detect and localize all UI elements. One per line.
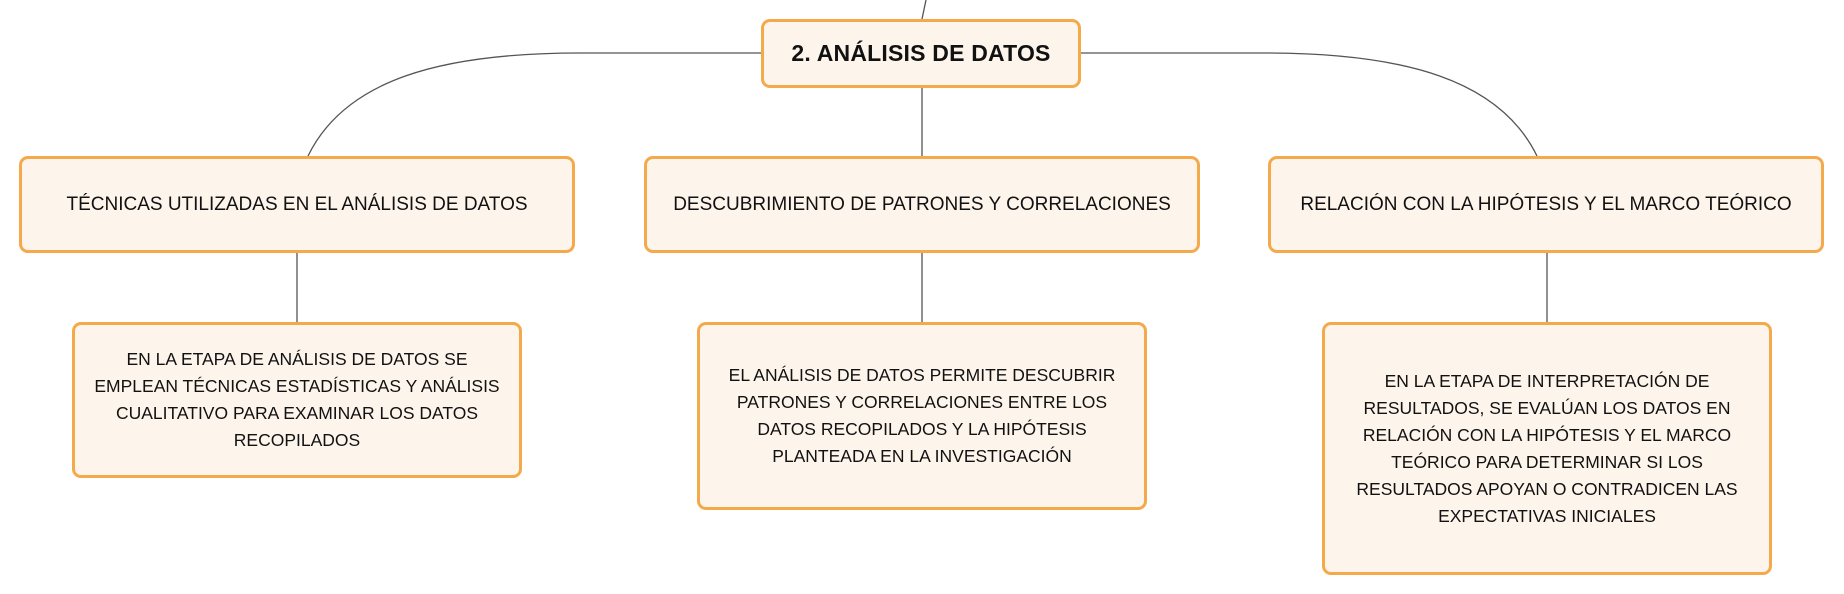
detail-node-text: EN LA ETAPA DE ANÁLISIS DE DATOS SE EMPLEAN TÉCNICAS ESTADÍSTICAS Y ANÁLISIS CUALITATIVO PARA EXAMINAR LOS DATOS RECOPILADOS [94, 349, 500, 450]
topic-node-techniques[interactable] [19, 156, 575, 253]
detail-node-text: EL ANÁLISIS DE DATOS PERMITE DESCUBRIR PATRONES Y CORRELACIONES ENTRE LOS DATOS RECOPILADOS Y LA HIPÓTESIS PLANTEADA EN LA INVESTIGACIÓN [728, 365, 1116, 466]
detail-node-hypothesis[interactable] [1322, 322, 1772, 575]
detail-node-patterns[interactable] [697, 322, 1147, 510]
topic-node-label: DESCUBRIMIENTO DE PATRONES Y CORRELACIONES [673, 193, 1171, 215]
topic-node-hypothesis[interactable] [1268, 156, 1824, 253]
detail-node-text: EN LA ETAPA DE INTERPRETACIÓN DE RESULTADOS, SE EVALÚAN LOS DATOS EN RELACIÓN CON LA HIPÓTESIS Y EL MARCO TEÓRICO PARA DETERMINAR SI LOS RESULTADOS APOYAN O CONTRADICEN LAS EXPECTATIVAS INICIALES [1356, 370, 1738, 526]
detail-node-techniques[interactable] [72, 322, 522, 478]
connector-from-parent [922, 0, 926, 19]
connector-root-to-topic-3 [1081, 53, 1537, 156]
topic-node-label: RELACIÓN CON LA HIPÓTESIS Y EL MARCO TEÓRICO [1300, 193, 1792, 215]
connector-root-to-topic-1 [308, 53, 761, 156]
root-node[interactable] [761, 19, 1081, 88]
root-node-label: 2. ANÁLISIS DE DATOS [791, 40, 1051, 66]
topic-node-label: TÉCNICAS UTILIZADAS EN EL ANÁLISIS DE DATOS [66, 193, 528, 215]
topic-node-patterns[interactable] [644, 156, 1200, 253]
